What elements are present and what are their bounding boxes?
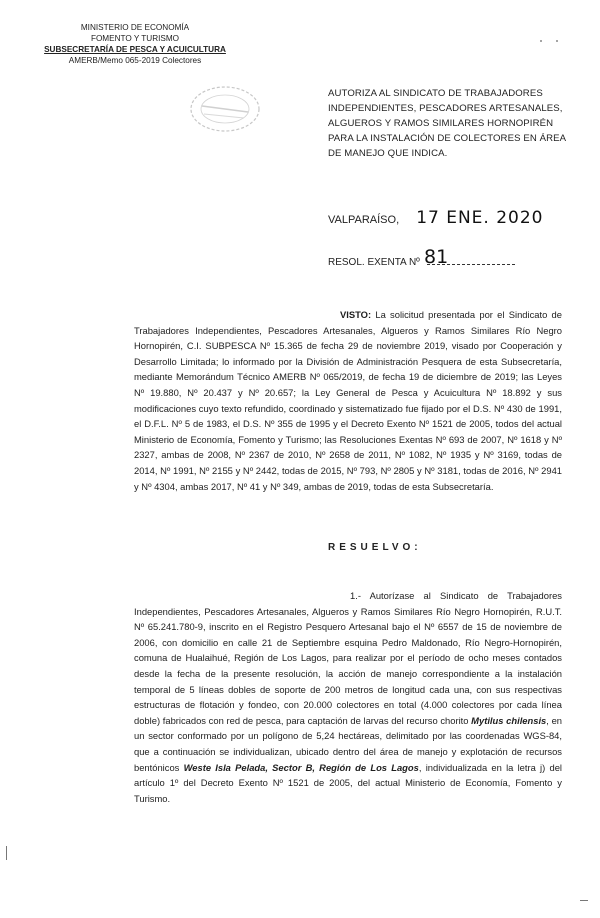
margin-mark — [6, 846, 7, 860]
visto-heading: VISTO: — [340, 309, 372, 320]
visto-text: La solicitud presentada por el Sindicato de Trabajadores Independientes, Pescadores Artesanales, Algueros y Ramos Similares Río Negro Hornopirén, C.I. SUBPESCA Nº 15.365 de fecha 29 de noviembre 2019, visado por Cooperación y Desarrollo Limitada; lo informado por la División de Administración Pesquera de esta Subsecretaría, mediante Memorándum Técnico AMERB Nº 065/2019, de fecha 19 de diciembre de 2019; las Leyes Nº 19.880, Nº 20.437 y Nº 20.657; la Ley General de Pesca y Acuicultura Nº 18.892 y sus modificaciones cuyo texto refundido, coordinado y sistematizado fue fijado por el D.S. Nº 430 de 1991, el D.F.L. Nº 5 de 1983, el D.S. Nº 355 de 1995 y el Decreto Exento Nº 1521 de 2005, todos del actual Ministerio de Economía, Fomento y Turismo; las Resoluciones Exentas Nº 693 de 2007, Nº 1618 y Nº 2327, ambas de 2008, Nº 2367 de 2010, Nº 2658 de 2011, Nº 1082, Nº 1935 y Nº 3169, todas de 2014, Nº 1991, Nº 2155 y Nº 2442, todas de 2015, Nº 793, Nº 2805 y Nº 3181, todas de 2016, Nº 2941 y Nº 4304, ambas 2017, Nº 41 y Nº 349, ambas de 2019, todas de esta Subsecretaría. — [134, 309, 562, 492]
date-line — [328, 208, 578, 228]
memo-reference: AMERB/Memo 065-2019 Colectores — [68, 56, 202, 65]
scan-speck — [556, 40, 558, 42]
corner-mark — [580, 900, 588, 901]
resolution-number-line — [328, 256, 578, 268]
ministry-name: MINISTERIO DE ECONOMÍA — [80, 23, 190, 32]
date-label: VALPARAÍSO, — [328, 214, 400, 226]
resolution-label: RESOL. EXENTA Nº — [328, 257, 420, 268]
official-stamp — [188, 84, 262, 134]
ministry-subtitle: FOMENTO Y TURISMO — [90, 34, 180, 43]
item-1-intro: 1.- Autorízase al Sindicato de Trabajadores Independientes, Pescadores Artesanales, Algueros y Ramos Similares Río Negro Hornopirén, R.U.T. Nº 65.241.780-9, inscrito en el Registro Pesquero Artesanal bajo el Nº 6557 de 15 de noviembre de 2006, con domicilio en calle 21 de Septiembre esquina Pedro Maldonado, Río Negro-Hornopirén, comuna de Hualaihué, Región de Los Lagos, para realizar por el período de ocho meses contados desde la fecha de la presente resolución, la acción de manejo correspondiente a la instalación temporal de 5 líneas dobles de soporte de 200 metros de longitud cada una, con sus respectivas estructuras de flotación y fondeo, con 20.000 colectores en total (4.000 colectores por cada línea doble) fabricados con red de pesca, para captación de larvas del recurso chorito — [134, 590, 562, 726]
item-1-paragraph — [134, 588, 562, 806]
resuelvo-heading: RESUELVO: — [328, 542, 422, 553]
sector-name: Weste Isla Pelada, Sector B, Región de Los Lagos — [183, 761, 419, 773]
visto-paragraph — [134, 307, 562, 494]
scan-speck — [540, 40, 542, 42]
resolution-title: AUTORIZA AL SINDICATO DE TRABAJADORES INDEPENDIENTES, PESCADORES ARTESANALES, ALGUEROS Y RAMOS SIMILARES HORNOPIRÉN PARA LA INSTALACIÓN DE COLECTORES EN ÁREA DE MANEJO QUE INDICA. — [328, 88, 566, 159]
resolution-number: 81 — [424, 246, 449, 268]
item-1-middle: , en un sector conformado por un polígono de 5,24 hectáreas, delimitado por las coordenadas WGS-84, que a continuación se individualizan, ubicado dentro del área de manejo y explotación de recursos bentónicos — [134, 714, 562, 773]
date-stamp: 17 ENE. 2020 — [416, 208, 544, 228]
item-1-end: , individualizada en la letra j) del artículo 1º del Decreto Exento Nº 1521 de 2005, del actual Ministerio de Economía, Fomento y Turismo. — [134, 761, 562, 804]
ministry-header — [40, 22, 230, 66]
species-name: Mytilus chilensis — [471, 714, 547, 726]
subsecretaria-name: SUBSECRETARÍA DE PESCA Y ACUICULTURA — [44, 45, 226, 54]
